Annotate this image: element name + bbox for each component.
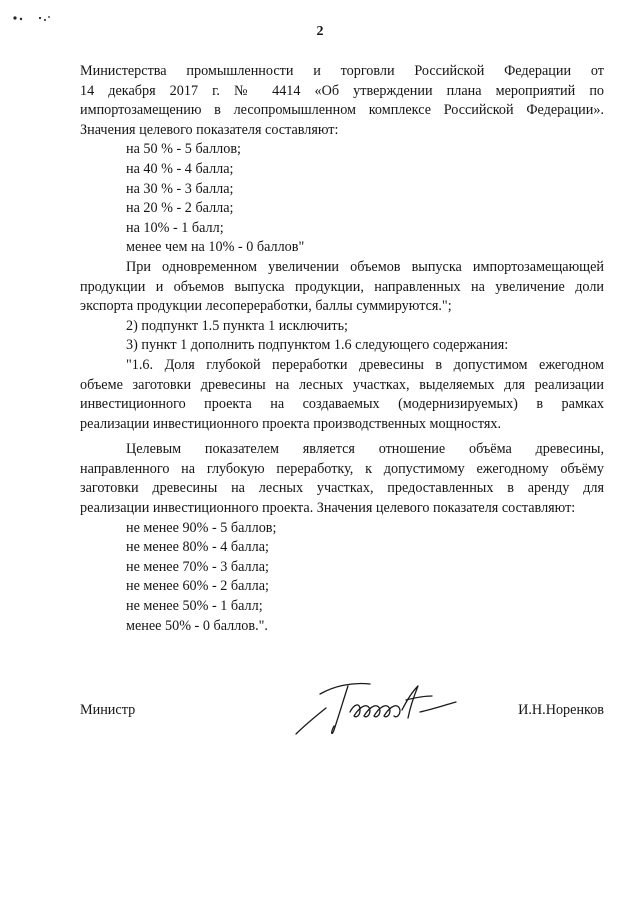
list-item: на 20 % - 2 балла;: [126, 200, 234, 217]
signatory-title: Министр: [80, 702, 136, 718]
text-line: направленного на глубокую переработку, к допустимому ежегодному объёму: [80, 460, 604, 477]
text-line: реализации инвестиционного проекта. Значения целевого показателя составляют:: [80, 500, 576, 517]
score-list-processing: [80, 519, 604, 637]
list-item: не менее 70% - 3 балла;: [126, 558, 269, 575]
list-item: на 40 % - 4 балла;: [126, 160, 234, 177]
list-item: менее чем на 10% - 0 баллов": [126, 239, 305, 256]
signatory-name: И.Н.Норенков: [518, 702, 604, 718]
list-item: не менее 90% - 5 баллов;: [126, 519, 277, 536]
score-list-import: [80, 140, 604, 258]
paragraph-summing: [80, 258, 604, 317]
list-item: не менее 50% - 1 балл;: [126, 598, 263, 615]
text-line: инвестиционного проекта на создаваемых (модернизируемых) в рамках: [80, 396, 604, 413]
list-item: на 30 % - 3 балла;: [126, 180, 234, 197]
text-line: Целевым показателем является отношение объёма древесины,: [126, 441, 604, 458]
text-line: При одновременном увеличении объемов выпуска импортозамещающей: [126, 258, 604, 275]
list-item: на 10% - 1 балл;: [126, 219, 224, 236]
page-number: 2: [316, 24, 324, 39]
text-line: экспорта продукции лесопереработки, баллы суммируются.";: [80, 298, 452, 315]
text-line: объеме заготовки древесины на лесных участках, выделяемых для реализации: [80, 376, 604, 393]
item-3: 3) пункт 1 дополнить подпунктом 1.6 следующего содержания:: [126, 337, 509, 354]
paragraph-target-indicator: [80, 440, 604, 518]
list-item: менее 50% - 0 баллов.".: [126, 617, 268, 634]
paragraph-subitem-1-6: [80, 356, 604, 434]
list-item: не менее 60% - 2 балла;: [126, 578, 269, 595]
text-line: импортозамещению в лесопромышленном комплексе Российской Федерации».: [80, 102, 604, 119]
text-line: Значения целевого показателя составляют:: [80, 121, 339, 138]
list-item: на 50 % - 5 баллов;: [126, 141, 241, 158]
text-line: продукции и объемов выпуска продукции, направленных на увеличение доли: [80, 278, 604, 295]
text-line: реализации инвестиционного проекта производственных мощностях.: [80, 415, 502, 432]
document-body: [80, 62, 604, 636]
text-line: Министерства промышленности и торговли Российской Федерации от: [80, 63, 604, 79]
handwritten-signature: [290, 672, 480, 747]
text-line: "1.6. Доля глубокой переработки древесины в допустимом ежегодном: [126, 356, 604, 373]
paragraph-ministry-order: [80, 62, 604, 140]
item-2: 2) подпункт 1.5 пункта 1 исключить;: [126, 317, 348, 334]
text-line: заготовки древесины на лесных участках, предоставленных в аренду для: [80, 480, 604, 497]
text-line: 14 декабря 2017 г. № 4414 «Об утверждении плана мероприятий по: [80, 82, 604, 99]
signature-block: [80, 692, 604, 772]
list-item: не менее 80% - 4 балла;: [126, 539, 269, 556]
